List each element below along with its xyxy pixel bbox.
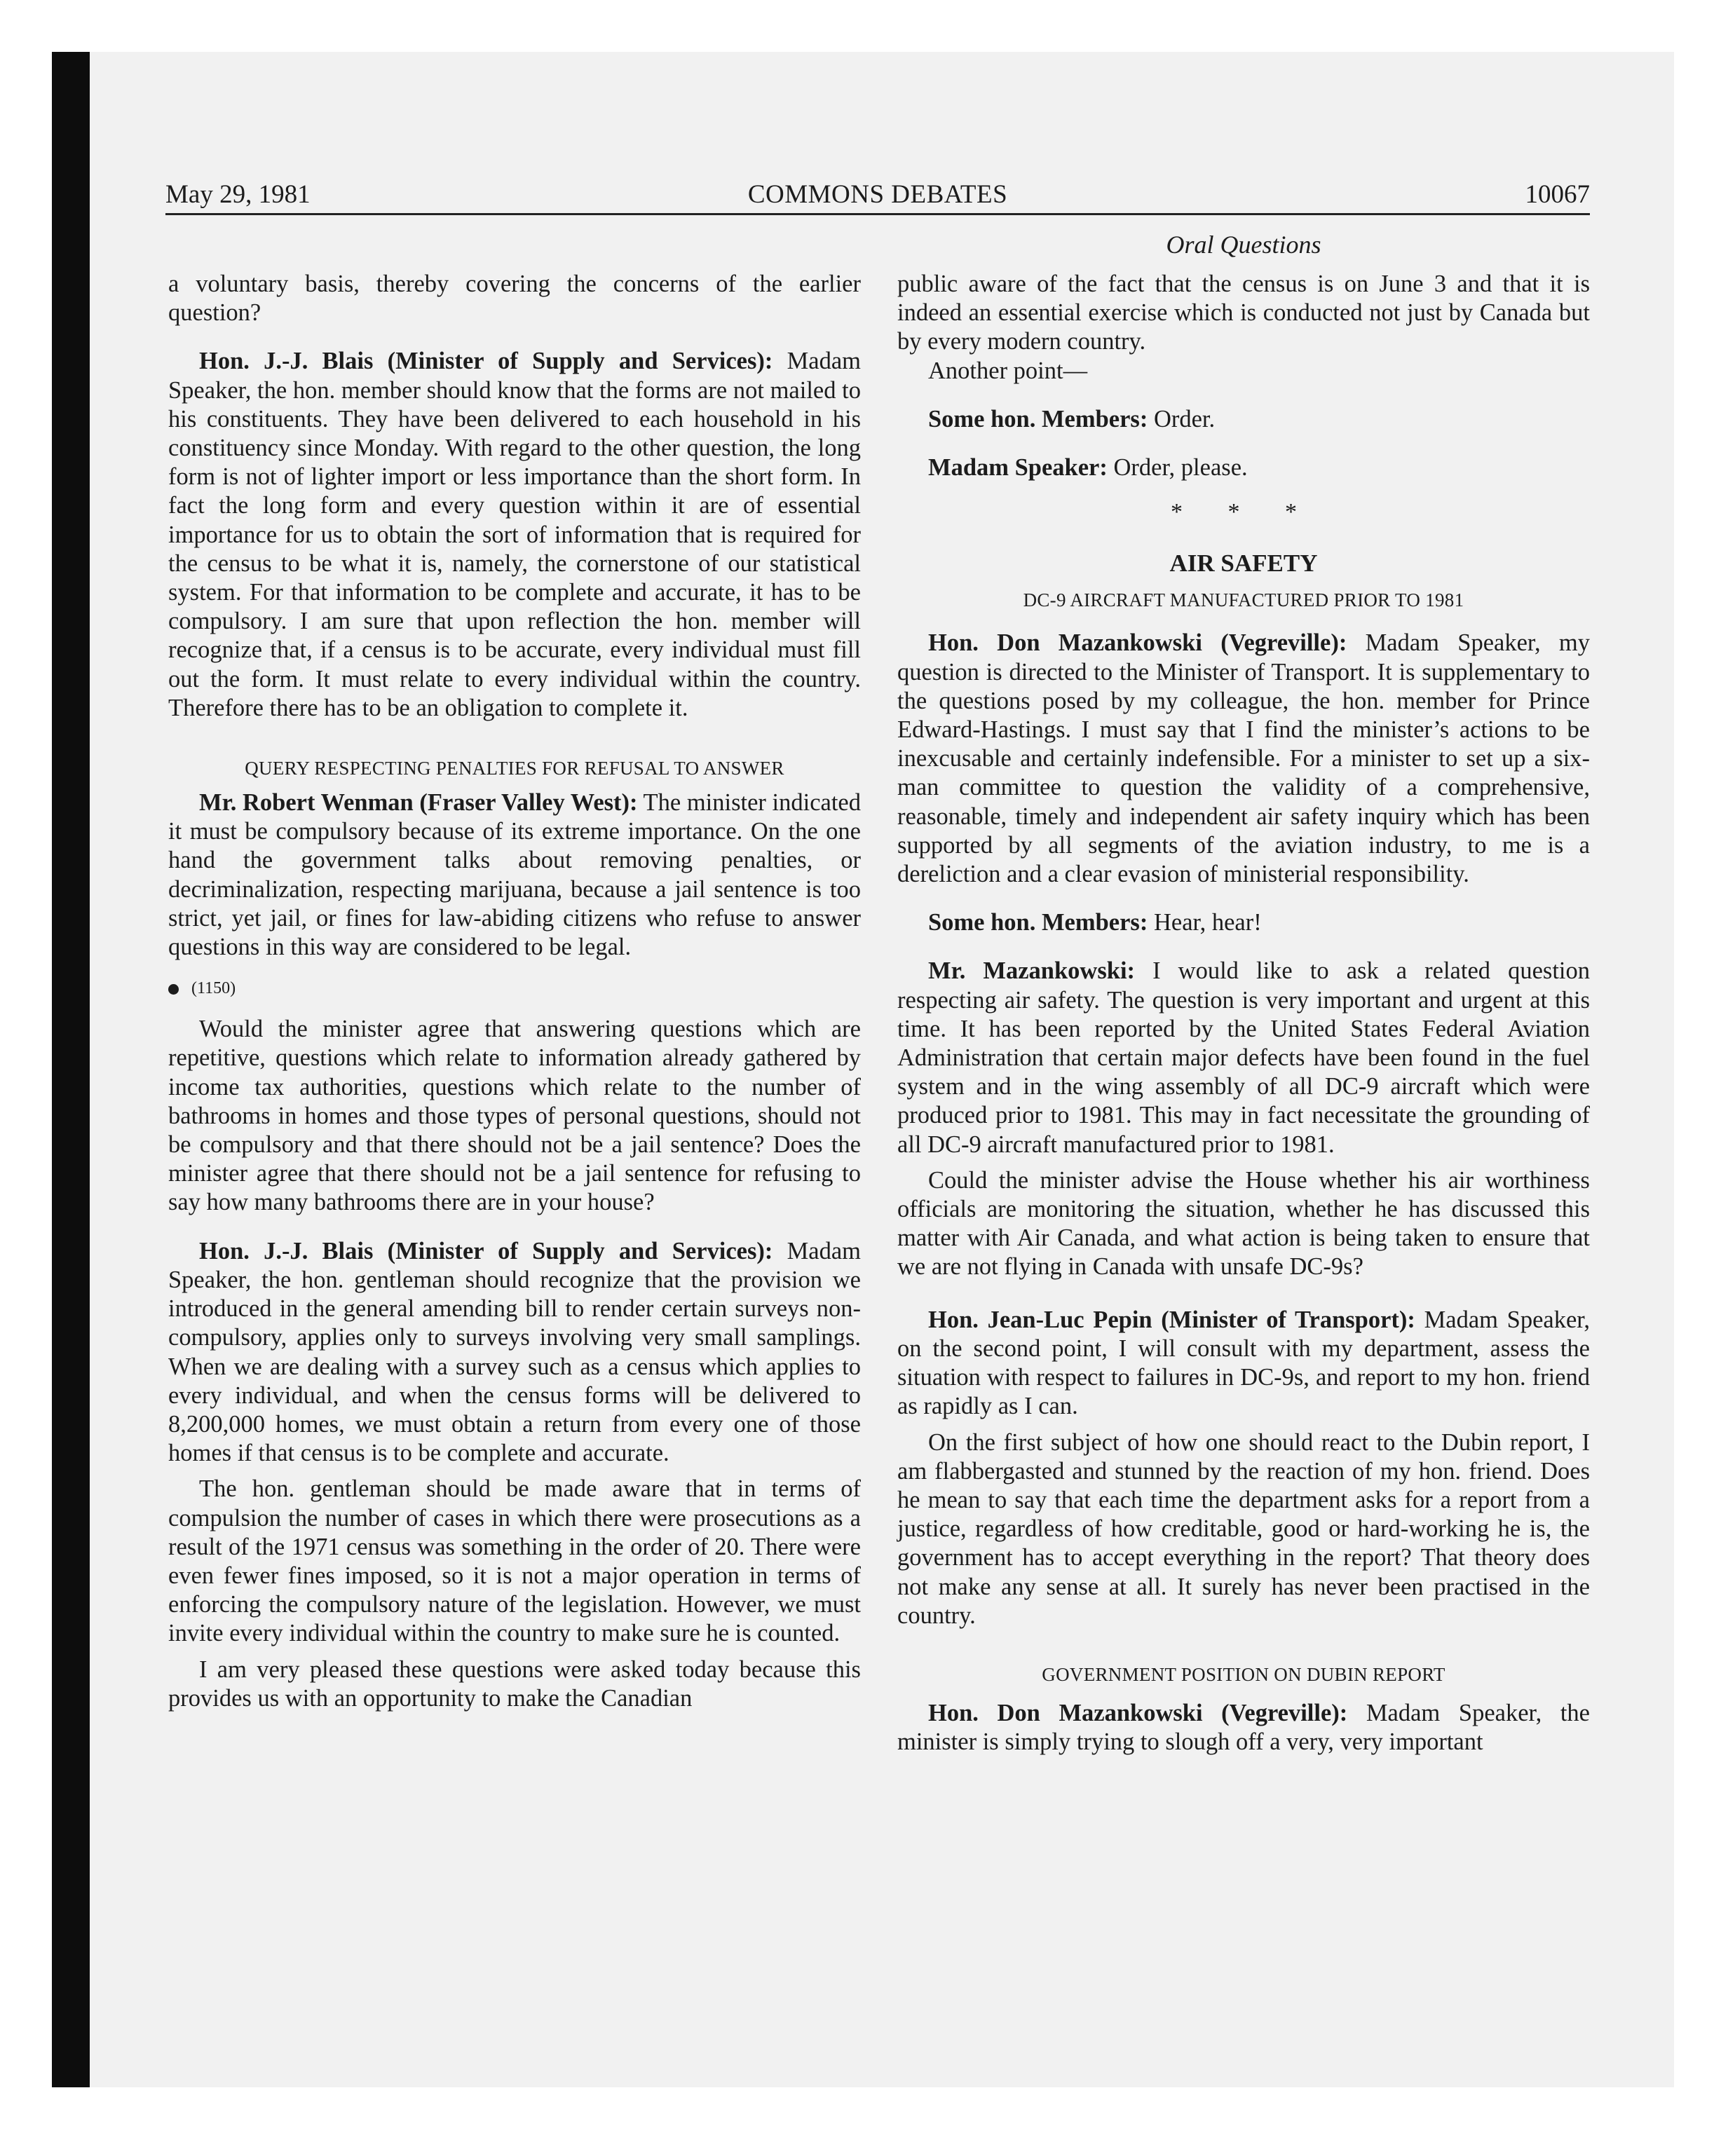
paragraph: Another point—: [928, 357, 1088, 384]
speech-text: I would like to ask a related question respecting air safety. The question is very important and urgent at this time. It has been reported by the United States Federal Aviation Administration that certain major defects have been found in the fuel system and in the wing assembly of all DC-9 aircraft which were produced prior to 1981. This may in fact necessitate the grounding of all DC-9 aircraft manufactured prior to 1981.: [897, 957, 1590, 1158]
speech-text: Madam Speaker, on the second point, I will consult with my department, assess the situation with respect to failures in DC-9s, and report to my hon. friend as rapidly as I can.: [897, 1306, 1590, 1420]
speech-text: Madam Speaker, the hon. gentleman should recognize that the provision we introduced in the general amending bill to render certain surveys non-compulsory, applies only to surveys involving very small samplings. When we are dealing with a survey such as a census which applies to every individual, and when the census forms will be delivered to 8,200,000 homes, we must obtain a return from every one of those homes if that census is to be complete and accurate.: [168, 1237, 861, 1467]
speech-text: Madam Speaker, the minister is simply trying to slough off a very, very important: [897, 1699, 1590, 1756]
speech-text: Madam Speaker, my question is directed to the Minister of Transport. It is supplementary to the questions posed by my colleague, the hon. member for Prince Edward-Hastings. I must say that I find the minister’s actions to be inexcusable and certainly indefensible. For a minister to set up a six-man committee to question the validity of a comprehensive, reasonable, timely and independent air safety inquiry which has been supported by all segments of the aviation industry, to me is a dereliction and a clear evasion of ministerial responsibility.: [897, 629, 1590, 888]
speech: [897, 453, 1590, 482]
time-marker: [168, 974, 861, 1002]
paragraph: a voluntary basis, thereby covering the concerns of the earlier question?: [168, 271, 861, 327]
speaker-name: Hon. Don Mazankowski (Vegreville):: [928, 629, 1347, 657]
speech: [897, 1699, 1590, 1756]
speaker-name: Madam Speaker:: [928, 454, 1108, 482]
speaker-name: Hon. J.-J. Blais (Minister of Supply and Services):: [199, 348, 773, 375]
paragraph: public aware of the fact that the census is on June 3 and that it is indeed an essential exercise which is conducted not just by Canada but by every modern country.: [897, 271, 1590, 355]
speech: [168, 347, 861, 723]
paragraph: On the first subject of how one should react to the Dubin report, I am flabbergasted and stunned by the reaction of my hon. friend. Does he mean to say that each time the department asks for a report from a justice, regardless of how creditable, good or hard-working he is, the government has to accept everything in the report? That theory does not make any sense at all. It surely has never been practised in the country.: [897, 1428, 1590, 1629]
header-page-number: 10067: [1525, 180, 1590, 209]
speech: [168, 789, 861, 962]
speaker-name: Mr. Robert Wenman (Fraser Valley West):: [199, 789, 638, 817]
header-date: May 29, 1981: [165, 180, 311, 209]
speech-text: Order, please.: [1107, 454, 1248, 482]
bullet-icon: [168, 984, 179, 995]
subheading: QUERY RESPECTING PENALTIES FOR REFUSAL TO ANSWER: [245, 758, 784, 779]
scan-edge: [52, 52, 90, 2087]
left-column: [168, 270, 861, 1713]
paragraph: I am very pleased these questions were asked today because this provides us with an opportunity to make the Canadian: [168, 1656, 861, 1712]
paragraph: The hon. gentleman should be made aware that in terms of compulsion the number of cases in which there were prosecutions as a result of the 1971 census was something in the order of 20. There were even fewer fines imposed, so it is not a major operation in terms of enforcing the compulsory nature of the legislation. However, we must invite every individual within the country to make sure he is counted.: [168, 1475, 861, 1647]
section-heading: AIR SAFETY: [1169, 550, 1318, 578]
time-marker-text: (1150): [191, 979, 236, 998]
speech-text: Order.: [1148, 405, 1216, 432]
speech: [897, 1306, 1590, 1421]
paragraph: Could the minister advise the House whether his air worthiness officials are monitoring the situation, whether he has discussed this matter with Air Canada, and what action is being taken to ensure that we are not flying in Canada with unsafe DC-9s?: [897, 1166, 1590, 1281]
speech: [897, 405, 1590, 434]
speaker-name: Hon. Jean-Luc Pepin (Minister of Transport):: [928, 1306, 1415, 1333]
section-label: Oral Questions: [1166, 231, 1321, 259]
speaker-name: Some hon. Members:: [928, 405, 1148, 432]
page-header: [165, 177, 1590, 215]
paragraph: Would the minister agree that answering questions which are repetitive, questions which relate to information already gathered by income tax authorities, questions which relate to the number of bathrooms in homes and those types of personal questions, should not be compulsory and that there should not be a jail sentence? Does the minister agree that there should not be a jail sentence for refusing to say how many bathrooms there are in your house?: [168, 1016, 861, 1216]
header-title: COMMONS DEBATES: [747, 180, 1008, 209]
speaker-name: Hon. Don Mazankowski (Vegreville):: [928, 1699, 1348, 1726]
speech-text: The minister indicated it must be compulsory because of its extreme importance. On the one hand the government talks about removing penalties, or decriminalization, respecting marijuana, because a jail sentence is too strict, yet jail, or fines for law-abiding citizens who refuse to answer questions in this way are considered to be legal.: [168, 789, 861, 961]
subheading: GOVERNMENT POSITION ON DUBIN REPORT: [1042, 1663, 1445, 1685]
section-separator: * * *: [1171, 499, 1316, 526]
speech-text: Madam Speaker, the hon. member should know that the forms are not mailed to his constituents. They have been delivered to each household in his constituency since Monday. With regard to the other question, the long form is not of lighter import or less importance than the short form. In fact the long form and every question within it are of essential importance for us to obtain the sort of information that is required for the census to be what it is, namely, the cornerstone of our statistical system. For that information to be complete and accurate, it has to be compulsory. I am sure that upon reflection the hon. member will recognize that, if a census is to be accurate, every individual must fill out the form. It must relate to every individual within the country. Therefore there has to be an obligation to complete it.: [168, 348, 861, 721]
speech-text: Hear, hear!: [1148, 909, 1262, 936]
speech: [897, 957, 1590, 1159]
subheading: DC-9 AIRCRAFT MANUFACTURED PRIOR TO 1981: [1023, 589, 1464, 611]
right-column: [897, 270, 1590, 1756]
speaker-name: Some hon. Members:: [928, 909, 1148, 936]
speech: [897, 629, 1590, 889]
speaker-name: Mr. Mazankowski:: [928, 957, 1136, 985]
speech: [168, 1237, 861, 1468]
speaker-name: Hon. J.-J. Blais (Minister of Supply and Services):: [199, 1237, 773, 1264]
speech: [897, 908, 1590, 937]
